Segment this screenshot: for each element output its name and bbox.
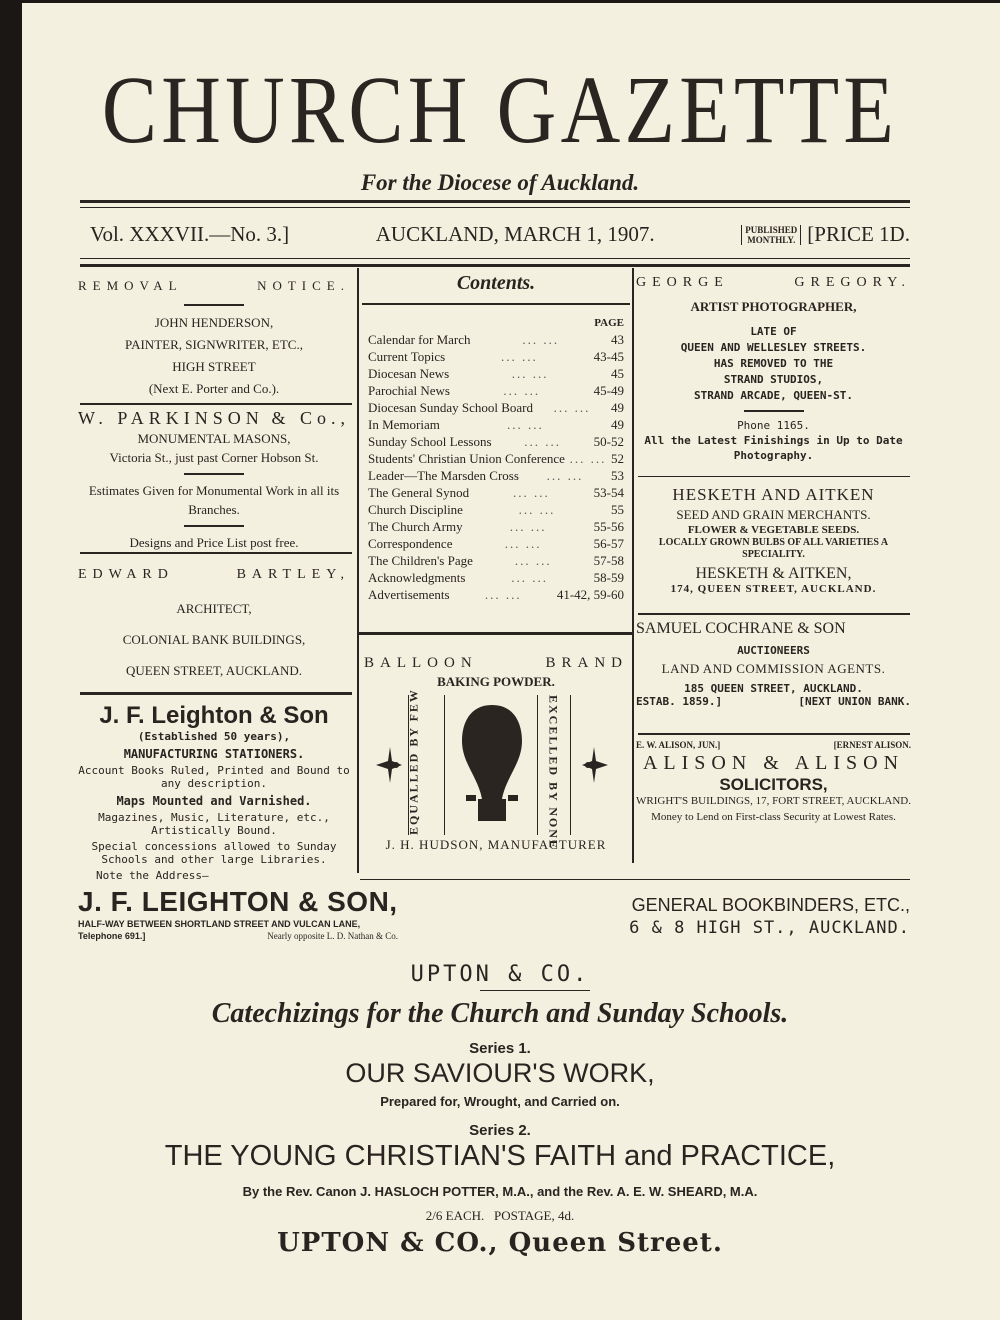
leader-dots: ... ... [546,467,584,483]
ad-removed: HAS REMOVED TO THE [713,357,834,370]
contents-item-label: Students' Christian Union Conference [368,450,565,466]
ad-estab: ESTAB. 1859.] [636,695,723,708]
ad-heading: & Co., [271,408,350,428]
ad-name: JOHN HENDERSON, [154,315,274,330]
contents-item [368,331,624,348]
equalled-by-few: EQUALLED BY FEW [406,688,421,835]
ad-designs: Designs and Price List post free. [129,535,299,550]
rule [444,695,445,835]
ad-alison [636,740,911,824]
ad-gregory [636,275,911,463]
ad-agents: LAND AND COMMISSION AGENTS. [661,661,886,676]
banner-details [78,918,398,942]
rule [80,264,910,267]
contents-item [368,501,624,518]
rule [80,403,352,405]
catechizings-title: Catechizings for the Church and Sunday Schools. [211,998,789,1029]
ad-trade: SEED AND GRAIN MERCHANTS. [676,507,871,522]
series1-subtitle: Prepared for, Wrought, and Carried on. [380,1094,620,1109]
ad-bartley [78,567,350,680]
contents-item [368,484,624,501]
ad-maker: J. H. HUDSON, MANUFACTURER [385,837,607,852]
ad-building: COLONIAL BANK BUILDINGS, [122,632,306,647]
ad-money: Money to Lend on First-class Security at Lowest Rates. [651,811,896,823]
contents-item [368,348,624,365]
page-column-header: PAGE [594,316,624,329]
issue-date: AUCKLAND, MARCH 1, 1907. [375,222,655,246]
contents-item-page: 43-45 [593,348,624,364]
contents-item [368,416,624,433]
monthly-line: MONTHLY. [747,234,796,245]
contents-item-label: Parochial News [368,382,450,398]
ad-heading: EDWARD [78,567,174,582]
banner-halfway: HALF-WAY BETWEEN SHORTLAND STREET AND VULCAN LANE, [78,919,361,929]
contents-item-label: Diocesan News [368,365,450,381]
contents-item-label: The Church Army [368,518,463,534]
rule [638,613,910,615]
published-note [741,225,801,245]
leader-dots: ... ... [509,518,547,534]
contents-item-label: Calendar for March [368,331,471,347]
leader-dots: ... ... [507,416,544,432]
ad-heading: W. PARKINSON [78,408,264,428]
contents-item-label: Sunday School Lessons [368,433,492,449]
contents-item-page: 58-59 [593,569,624,585]
leighton-banner [78,886,910,918]
ad-address: 185 QUEEN STREET, AUCKLAND. [684,682,863,695]
ad-partner: E. W. ALISON, JUN.] [636,740,721,750]
rule [80,258,910,259]
leader-dots: ... ... [569,450,607,466]
ad-trade: PAINTER, SIGNWRITER, ETC., [125,337,303,352]
ad-partner: [ERNEST ALISON. [833,740,911,750]
ad-finishings: All the Latest Finishings in Up to Date Photography. [644,434,903,462]
ad-hesketh [636,485,911,596]
leader-dots: ... ... [514,552,552,568]
ad-note: (Next E. Porter and Co.). [148,381,280,396]
contents-item-page: 50-52 [593,433,624,449]
rule [359,632,632,635]
ad-cochrane [636,620,911,708]
leader-dots: ... ... [484,586,522,602]
excelled-by-none: EXCELLED BY NONE [546,695,561,850]
ad-magazines: Magazines, Music, Literature, etc., Artistically Bound. [98,811,330,837]
banner-trade: GENERAL BOOKBINDERS, ETC., [631,895,910,915]
series2-label: Series 2. [469,1122,531,1139]
contents-item-page: 41-42, 59-60 [556,586,624,602]
upton-footer: UPTON & CO., Queen Street. [277,1228,723,1258]
contents-item-page: 45-49 [593,382,624,398]
contents-item [368,518,624,535]
ad-maps: Maps Mounted and Varnished. [116,794,312,808]
leader-dots: ... ... [511,365,549,381]
contents-item [368,535,624,552]
ad-phone: Phone 1165. [737,419,810,432]
ad-trade: SOLICITORS, [719,775,828,794]
issue-bar [90,222,910,247]
ad-old-address: QUEEN AND WELLESLEY STREETS. [680,341,867,354]
ad-name: HESKETH & AITKEN, [695,565,852,582]
ornament-icon [374,745,404,785]
contents-item [368,552,624,569]
contents-item-page: 53-54 [593,484,624,500]
contents-item-page: 45 [611,365,624,381]
ad-heading: NOTICE. [257,278,350,293]
ad-note: Note the Address— [96,869,209,882]
ad-late-of: LATE OF [750,325,797,338]
rule [80,200,910,203]
leader-dots: ... ... [522,331,560,347]
rule [184,525,244,527]
ad-heading: BALLOON [364,655,478,671]
ad-next: [NEXT UNION BANK. [798,695,911,708]
price-postage: 2/6 EACH. POSTAGE, 4d. [425,1208,575,1223]
ad-name: J. F. Leighton & Son [99,702,329,729]
contents-item-label: Current Topics [368,348,446,364]
ad-books: Account Books Ruled, Printed and Bound to any description. [78,764,350,790]
rule [570,695,571,835]
ad-seeds: FLOWER & VEGETABLE SEEDS. [687,524,860,536]
rule [80,552,352,554]
contents-item [368,365,624,382]
ad-concessions: Special concessions allowed to Sunday Schools and other large Libraries. [91,840,337,866]
published-line: PUBLISHED [745,224,798,235]
ad-balloon-brand [362,655,630,854]
rule [537,695,538,835]
contents-item-page: 52 [611,450,624,466]
rule [184,473,244,475]
ad-heading: REMOVAL [78,278,183,293]
ad-studio: STRAND STUDIOS, [723,373,824,386]
leader-dots: ... ... [504,535,542,551]
contents-item-page: 56-57 [593,535,624,551]
banner-address: 6 & 8 HIGH ST., AUCKLAND. [629,918,910,938]
ad-bulbs: LOCALLY GROWN BULBS OF ALL VARIETIES A SPECIALITY. [658,537,889,560]
ad-estimates: Estimates Given for Monumental Work in all its Branches. [88,483,340,517]
column-divider [632,268,634,863]
contents-item-page: 57-58 [593,552,624,568]
ad-trade: ARTIST PHOTOGRAPHER, [690,299,857,314]
contents-box [362,272,630,603]
contents-item-label: Correspondence [368,535,453,551]
rule [638,476,910,477]
ad-address: Victoria St., just past Corner Hobson St. [109,450,319,465]
authors: By the Rev. Canon J. HASLOCH POTTER, M.A., and the Rev. A. E. W. SHEARD, M.A. [242,1184,758,1199]
contents-item [368,399,624,416]
volume-number: Vol. XXXVII.—No. 3.] [90,222,290,246]
ad-heading: ALISON & ALISON [642,752,905,774]
rule [184,304,244,306]
rule [480,990,590,991]
price: [PRICE 1D. [807,222,910,246]
contents-item [368,586,624,603]
ad-heading: GREGORY. [794,275,911,290]
rule [638,733,910,735]
ad-heading: HESKETH AND AITKEN [672,485,875,504]
ad-heading: SAMUEL COCHRANE & SON [636,620,846,637]
ad-address: 174, QUEEN STREET, AUCKLAND. [670,583,877,595]
ad-street: QUEEN STREET, AUCKLAND. [126,663,302,678]
leader-dots: ... ... [553,399,591,415]
series1-label: Series 1. [469,1040,531,1057]
ad-product: BAKING POWDER. [437,674,555,689]
masthead-title: CHURCH GAZETTE [101,56,899,163]
ad-heading: GEORGE [636,275,729,290]
contents-item-label: Acknowledgments [368,569,466,585]
ad-established: (Established 50 years), [137,730,291,743]
ad-heading: BARTLEY, [236,567,350,582]
contents-item-page: 55-56 [593,518,624,534]
series2-title: THE YOUNG CHRISTIAN'S FAITH and PRACTICE, [164,1140,836,1172]
contents-item-label: Diocesan Sunday School Board [368,399,534,415]
contents-item-label: The General Synod [368,484,470,500]
rule [360,879,910,880]
contents-item [368,450,624,467]
banner-name: J. F. LEIGHTON & SON, [78,886,398,917]
ad-leighton [78,702,350,882]
ad-street: HIGH STREET [172,359,256,374]
contents-item-page: 49 [611,416,624,432]
ad-address: WRIGHT'S BUILDINGS, 17, FORT STREET, AUCKLAND. [636,795,911,807]
series1-title: OUR SAVIOUR'S WORK, [345,1058,655,1088]
contents-item-page: 49 [611,399,624,415]
masthead-subtitle: For the Diocese of Auckland. [360,170,640,195]
contents-item-page: 53 [611,467,624,483]
contents-item [368,467,624,484]
rule [744,410,804,412]
column-divider [357,268,359,873]
ad-removal-notice [78,278,350,400]
contents-item [368,569,624,586]
contents-item-label: The Children's Page [368,552,473,568]
leader-dots: ... ... [503,382,541,398]
ad-heading: BRAND [545,655,628,671]
ad-trade: ARCHITECT, [176,601,252,616]
ad-parkinson [78,408,350,552]
leader-dots: ... ... [513,484,550,500]
contents-item-page: 55 [611,501,624,517]
ad-trade: MONUMENTAL MASONS, [137,431,291,446]
ornament-icon [580,745,610,785]
banner-opposite: Nearly opposite L. D. Nathan & Co. [267,931,398,941]
rule [362,303,630,305]
leader-dots: ... ... [518,501,556,517]
leader-dots: ... ... [524,433,561,449]
contents-item-label: In Memoriam [368,416,440,432]
rule [80,692,352,695]
contents-item-label: Church Discipline [368,501,463,517]
contents-item-label: Advertisements [368,586,450,602]
contents-list [362,329,630,603]
leader-dots: ... ... [511,569,548,585]
leader-dots: ... ... [501,348,538,364]
contents-item [368,433,624,450]
balloon-icon [460,703,524,829]
ad-arcade: STRAND ARCADE, QUEEN-ST. [694,389,853,402]
rule [80,207,910,208]
upton-heading: UPTON & CO. [410,962,590,987]
banner-telephone: Telephone 691.] [78,931,146,941]
ad-trade: AUCTIONEERS [737,644,810,657]
contents-item [368,382,624,399]
ad-trade: MANUFACTURING STATIONERS. [123,747,305,761]
contents-item-label: Leader—The Marsden Cross [368,467,519,483]
contents-item-page: 43 [611,331,624,347]
contents-title: Contents. [456,272,536,294]
